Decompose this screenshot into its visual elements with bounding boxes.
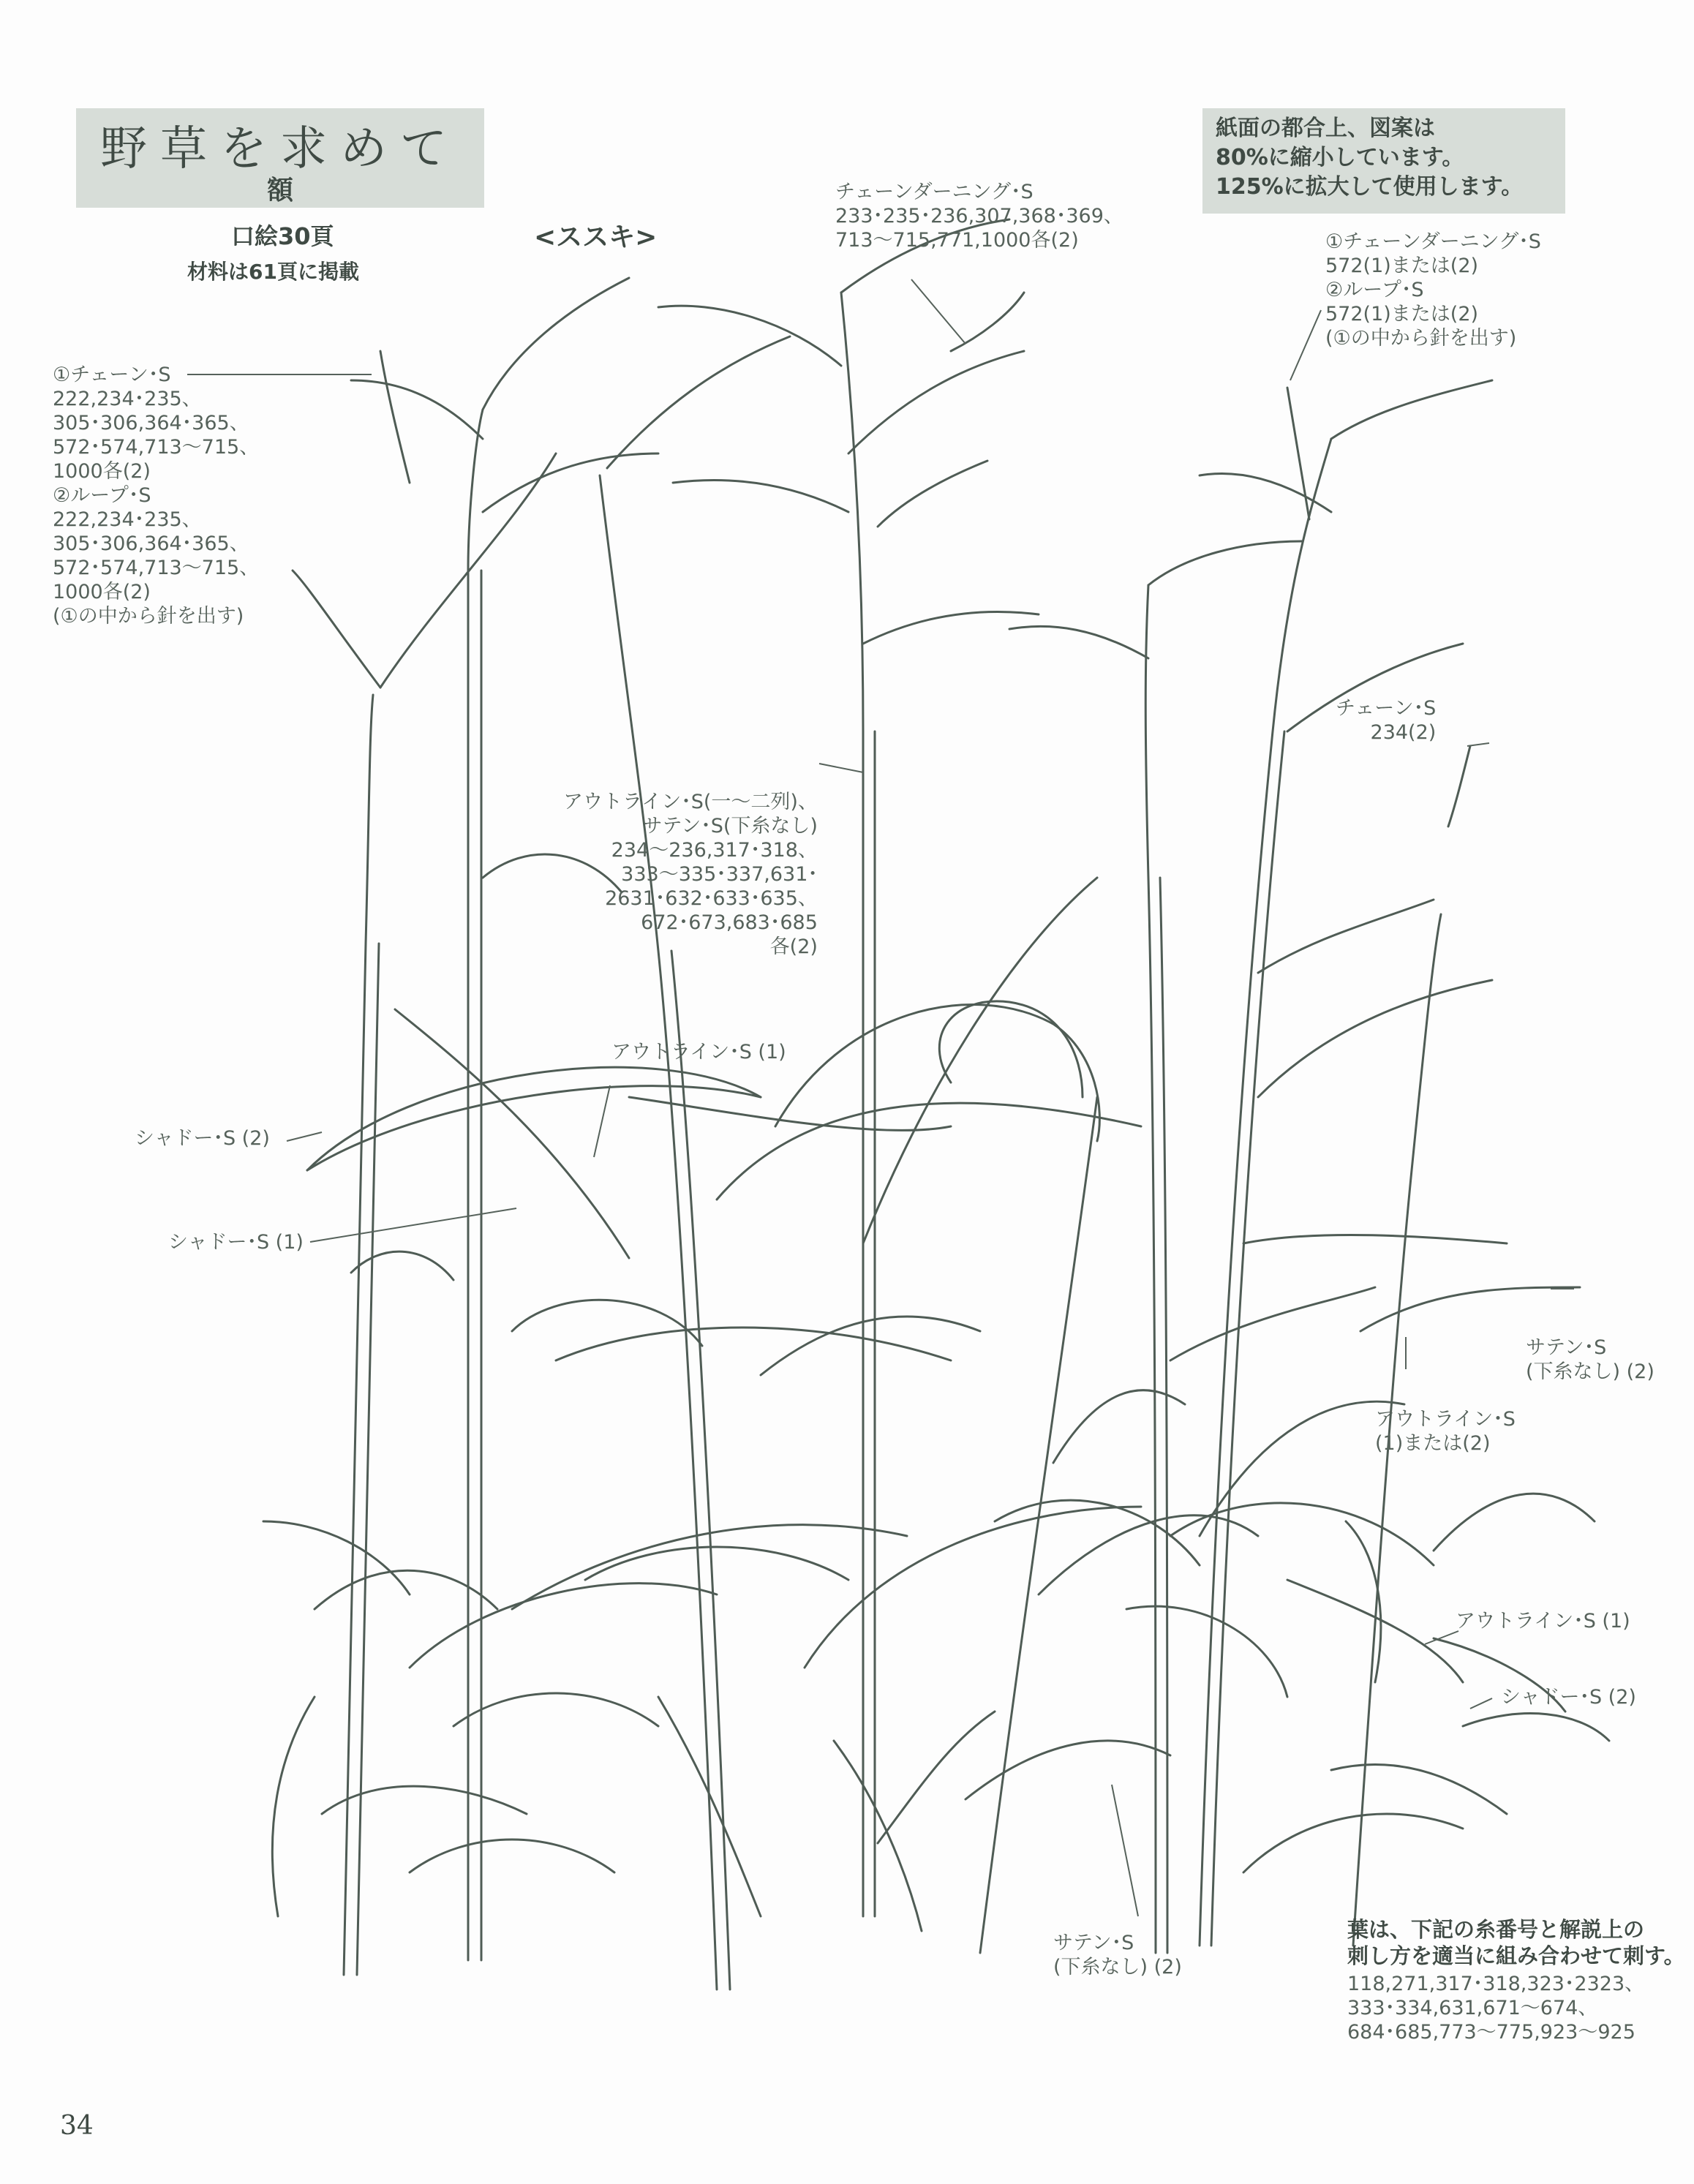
page-number: 34: [60, 2111, 94, 2141]
plate-page-ref: 口絵30頁: [231, 222, 334, 250]
label-satin-bottom: サテン･S (下糸なし) (2): [1053, 1932, 1182, 1978]
leaf-note-line2: 刺し方を適当に組み合わせて刺す。: [1347, 1943, 1685, 1968]
label-shadow-2-right: シャドー･S (2): [1501, 1686, 1636, 1709]
plant-name: <ススキ>: [534, 222, 658, 252]
label-outline-1-bottom: アウトライン･S (1): [1456, 1610, 1630, 1633]
label-outline-1-top: アウトライン･S (1): [611, 1041, 786, 1063]
leaf-note-line1: 葉は、下記の糸番号と解説上の: [1347, 1917, 1645, 1942]
label-satin-right: サテン･S (下糸なし) (2): [1526, 1336, 1655, 1383]
scale-note-line3: 125%に拡大して使用します。: [1216, 174, 1524, 200]
page-subtitle: 額: [266, 176, 293, 206]
label-center-stem: アウトライン･S(一～二列)、 サテン･S(下糸なし) 234～236,317･318、 333～335･337,631･ 2631･632･633･635、 672･673,683･685 各(2): [563, 791, 818, 958]
scale-note-line1: 紙面の都合上、図案は: [1216, 116, 1435, 141]
materials-ref: 材料は61頁に掲載: [187, 260, 359, 284]
stems: [344, 293, 1441, 1989]
page-title: 野草を求めて: [100, 122, 460, 176]
label-right-chain: チェーン･S 234(2): [1336, 697, 1437, 744]
scale-note-line2: 80%に縮小しています。: [1216, 145, 1464, 170]
label-right-panicle: ①チェーンダーニング･S 572(1)または(2) ②ループ･S 572(1)または(2) (①の中から針を出す): [1325, 230, 1541, 350]
label-shadow-1-left: シャドー･S (1): [168, 1231, 304, 1254]
label-center-panicle: チェーンダーニング･S 233･235･236,307,368･369、 713～715,771,1000各(2): [835, 181, 1123, 252]
label-shadow-2-left: シャドー･S (2): [135, 1127, 270, 1150]
label-outline-right: アウトライン･S (1)または(2): [1375, 1408, 1516, 1455]
grass-leaves: [263, 854, 1609, 1931]
label-left-panicle: ①チェーン･S 222,234･235、 305･306,364･365、 572･574,713～715、 1000各(2) ②ループ･S 222,234･235、 305･306,364･365、 572･574,713～715、 1000各(2) (①の中から針を出す): [53, 364, 260, 628]
leaf-note-numbers: 118,271,317･318,323･2323、 333･334,631,671～674、 684･685,773～775,923～925: [1347, 1973, 1645, 2044]
seed-heads: [380, 293, 1470, 826]
